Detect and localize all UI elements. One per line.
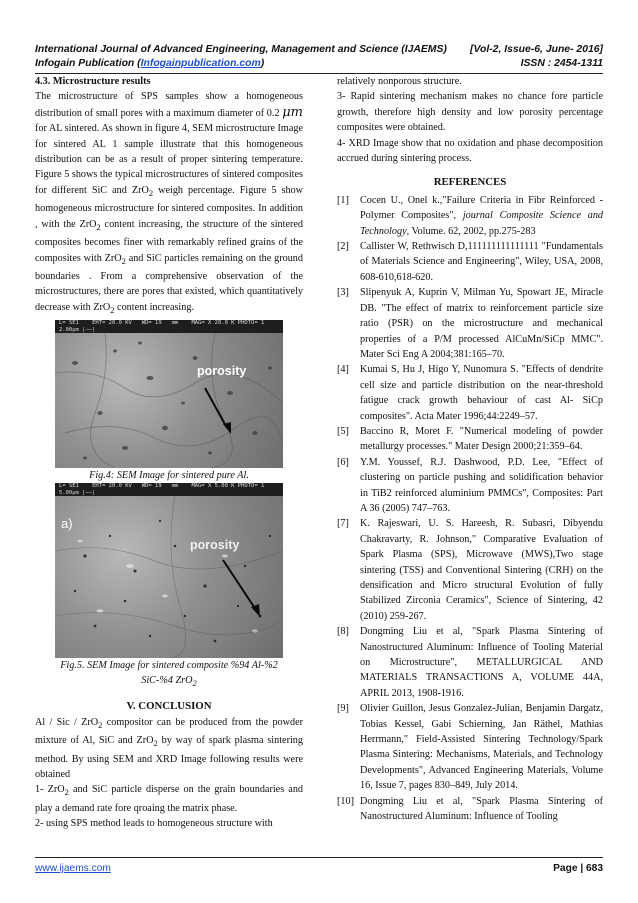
reference-body: Callister W, Rethwisch D,111111111111111 "Fundamentals of Materials Science and Engineering", Wiley, USA, 2008, 608-610,618-620. — [360, 241, 603, 283]
subscript: 2 — [110, 304, 115, 315]
reference-body: Y.M. Youssef, R.J. Dashwood, P.D. Lee, "Effect of clustering on particle pushing and solidification behavior in TiB2 reinforced aluminium PMMCs", Composites: Part A 36 (2005) 747–763. — [360, 456, 603, 514]
reference-number: [9] — [337, 703, 349, 715]
reference-item — [337, 701, 603, 793]
publisher-name: Infogain Publication ( — [35, 58, 141, 69]
conclusion-paragraph — [35, 715, 303, 783]
subscript: 2 — [153, 738, 158, 749]
subscript: 2 — [98, 719, 103, 730]
para-text: The microstructure of SPS samples show a homogeneous distribution of small pores with a maximum diameter of 0.2 — [35, 91, 303, 119]
reference-number: [7] — [337, 518, 349, 530]
reference-number: [6] — [337, 456, 349, 468]
para-text: and SiC particles remaining on the ground boundaries . From a comprehensive observation of the microstructures, there are pores that existed, which quantitatively decrease with ZrO — [35, 252, 303, 313]
reference-item — [337, 285, 603, 362]
figure4-caption: Fig.4: SEM Image for sintered pure Al. — [89, 470, 249, 482]
subscript: 2 — [121, 255, 126, 266]
para-text: compositor can be produced from the powder mixture of Al, SiC and ZrO — [35, 716, 303, 747]
reference-item — [337, 624, 603, 701]
sem-image-fig5 — [55, 483, 283, 658]
sem-info-line: L= SE1 EHT= 20.0 KV WD= 19 mm MAG= X 5.00 K PHOTO= 1 — [59, 483, 265, 490]
figure5-caption — [35, 658, 303, 691]
reference-number: [2] — [337, 241, 349, 253]
publisher — [35, 58, 264, 69]
page-footer — [35, 857, 603, 874]
conclusion-item-4: 4- XRD Image show that no oxidation and phase decomposition accrued during sintering process. — [337, 137, 603, 165]
reference-journal: journal Composite Science and Technology — [360, 210, 604, 237]
conclusion-item-3: 3- Rapid sintering mechanism makes no chance fore particle growth, therefore high density and low porosity percentage composites were obtained. — [337, 91, 603, 134]
conclusion-item-1 — [35, 782, 303, 816]
reference-number: [5] — [337, 425, 349, 437]
reference-text — [360, 455, 603, 517]
reference-number: [4] — [337, 364, 349, 376]
porosity-label: porosity — [190, 538, 240, 553]
volume-info: [Vol-2, Issue-6, June- 2016] — [469, 44, 603, 55]
reference-number: [3] — [337, 287, 349, 299]
reference-item — [337, 424, 603, 455]
para-text: Al / Sic / ZrO — [35, 716, 99, 728]
reference-item — [337, 516, 603, 624]
journal-title: International Journal of Advanced Engineering, Management and Science (IJAEMS) — [35, 44, 447, 55]
arrow-icon — [55, 320, 283, 468]
subscript: 2 — [96, 221, 101, 232]
reference-body: Dongming Liu et al, "Spark Plasma Sintering of Nanostructured Aluminum: Influence of Tooling — [360, 795, 603, 823]
para-text: for AL sintered. As shown in figure 4, SEM microstructure Image for sintered AL 1 sample illustrate that this homogeneous distribution can be as a result of proper sintering temperature. Figure 5 shows the typical microstructures of sintered composites for different SiC and ZrO — [35, 123, 303, 196]
reference-body: Dongming Liu et al, "Spark Plasma Sintering of Nanostructured Aluminum: Influence of Tooling Material on Microstructure", METALLURGICAL AND MATERIALS TRANSACTIONS A, VOLUME 44A, APRIL 2013, 1908-1916. — [360, 626, 603, 699]
reference-number: [8] — [337, 626, 349, 638]
para-text: and SiC particle disperse on the grain boundaries and play a demand rate fore qroaing the matrix phase. — [35, 784, 304, 814]
conclusion-continued: relatively nonporous structure. — [337, 76, 462, 87]
reference-text — [360, 701, 603, 793]
running-header — [35, 44, 603, 55]
reference-body: Baccino R, Moret F. "Numerical modeling of powder metallurgy processes." Mater Design 2000;21:359–64. — [360, 425, 603, 453]
issn: ISSN : 2454-1311 — [520, 58, 603, 69]
panel-label: a) — [61, 516, 73, 532]
reference-text — [360, 794, 603, 825]
reference-body: Slipenyuk A, Kuprin V, Milman Yu, Spowart JE, Miracle DB. "The effect of matrix to reinforcement particle size ratio (PSR) on the microstructure and mechanical properties of a P/M processed AlCuMn/SiCp MMC". Mater Sci Eng A 2004;381:165–70. — [360, 287, 603, 360]
subscript: 2 — [64, 787, 69, 798]
sem-scale-line: 5.00μm |——| — [59, 489, 96, 496]
reference-number: [10] — [337, 795, 354, 807]
arrow-icon — [55, 483, 283, 658]
para-text: content increasing. — [117, 301, 194, 313]
subscript: 2 — [192, 678, 197, 689]
references-heading: REFERENCES — [433, 176, 507, 189]
reference-number: [1] — [337, 194, 349, 206]
conclusion-item-2: 2- using SPS method leads to homogeneous structure with — [35, 818, 273, 830]
sem-image-fig4 — [55, 320, 283, 468]
reference-body: Olivier Guillon, Jesus Gonzalez-Julian, Benjamin Dargatz, Tobias Kessel, Gabi Schierning, Jan Räthel, Mathias Herrmann," Field-Assisted Sintering Technology/Spark Plasma Sintering: Mechanisms, Materials, and Technology Developments", Advanced Engineering Materials, Volume 16, Issue 7, pages 830–849, July 2014. — [360, 703, 603, 792]
reference-body: Kumai S, Hu J, Higo Y, Nunomura S. "Effects of dendrite cell size and particle distribution on the near-threshold fatigue crack growth behaviour of cast Al- SiCp composites". Acta Mater 1996;44:2249–57. — [360, 364, 603, 422]
reference-text — [360, 239, 603, 285]
reference-item — [337, 455, 603, 517]
reference-text — [360, 624, 603, 701]
para-text: weigh percentage. Figure 5 show homogeneous microstructure for sintered composites. In addition , with the ZrO — [35, 184, 303, 230]
reference-text — [360, 193, 603, 239]
reference-list — [337, 193, 603, 825]
publisher-paren: ) — [260, 58, 265, 69]
subscript: 2 — [148, 187, 154, 198]
para-text: content increasing, the structure of the sintered composites becomes finer with remarkably refined grains of the composites with ZrO — [35, 218, 304, 264]
page-number: Page | 683 — [553, 863, 603, 874]
left-column — [35, 74, 303, 832]
sem-scale-line: 2.00μm |——| — [59, 326, 96, 333]
reference-body: K. Rajeswari, U. S. Hareesh, R. Subasri, Dibyendu Chakravarty, R. Johnson," Comparative Evaluation of Spark Plasma (SPS), Microwave (MWS),Two stage sintering (TSS) and Conventional Sintering (CRH) on the densification and Micro structural Evolution of fully Stabilized Zirconia Ceramics", Science of Sintering, 42 (2010) 259-267. — [360, 518, 603, 622]
micrometer-symbol: μm — [282, 104, 304, 120]
sem-info-line: L= SE1 EHT= 20.0 KV WD= 19 mm MAG= X 20.0 K PHOTO= 1 — [59, 320, 265, 327]
reference-tail: , Volume. 62, 2002, pp.275-283 — [406, 225, 536, 237]
caption-text: SiC-%4 ZrO — [141, 675, 193, 687]
reference-item — [337, 362, 603, 424]
microstructure-paragraph — [35, 89, 303, 318]
caption-line: Fig.5. SEM Image for sintered composite %94 Al-%2 — [60, 660, 278, 672]
section-heading-microstructure: 4.3. Microstructure results — [35, 76, 151, 87]
reference-text — [360, 516, 603, 624]
publisher-header — [35, 58, 603, 69]
reference-text — [360, 424, 603, 455]
reference-item — [337, 794, 603, 825]
reference-body: Cocen U., Onel k.,"Failure Criteria in Fibr Reinforced - Polymer Composites", — [360, 194, 603, 222]
footer-site-link[interactable]: www.ijaems.com — [35, 863, 111, 874]
para-text: by way of spark plasma sintering method. By using SEM and XRD Image following results were obtained — [35, 735, 303, 780]
reference-item — [337, 193, 603, 239]
conclusion-heading: V. CONCLUSION — [126, 700, 212, 713]
right-column — [337, 74, 603, 825]
para-text: 1- ZrO — [35, 784, 65, 796]
reference-text — [360, 285, 603, 362]
caption-line — [35, 673, 303, 691]
reference-text — [360, 362, 603, 424]
publisher-link[interactable]: Infogainpublication.com — [140, 58, 261, 69]
porosity-label: porosity — [197, 364, 247, 379]
reference-item — [337, 239, 603, 285]
